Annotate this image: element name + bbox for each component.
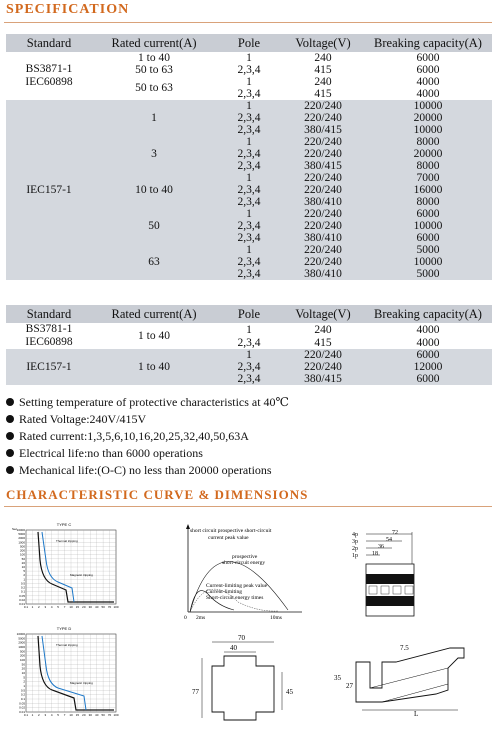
- y-tick-label: 0.02: [19, 705, 25, 710]
- y-tick-label: 20: [21, 666, 25, 671]
- dim-l-label: L: [414, 710, 419, 718]
- table2-cell: 1: [246, 323, 252, 336]
- table1-cell: 2,3,4: [237, 64, 261, 76]
- x-tick-label: 40: [95, 713, 99, 717]
- y-tick-label: 1000: [18, 540, 25, 545]
- table1-cell: 1 to 40: [138, 52, 170, 64]
- breaker-lower-band: [366, 596, 414, 606]
- table1-cell: 2,3,4: [237, 196, 261, 208]
- y-tick-label: 2000: [18, 640, 25, 645]
- table1-iec-current: 3: [151, 148, 157, 160]
- y-tick-label: 10: [21, 671, 25, 675]
- y-tick-label: 20: [21, 560, 25, 565]
- dim-45-label: 45: [286, 688, 293, 696]
- dim-36-label: 36: [378, 544, 384, 550]
- table1-cell: 220/240: [304, 148, 342, 160]
- table2-cell: 2,3,4: [237, 373, 261, 385]
- table1-cell: 220/240: [304, 220, 342, 232]
- table2-header-4: Breaking capacity(A): [374, 307, 482, 321]
- y-tick-label: 10000: [16, 528, 25, 532]
- table1-cell: 8000: [416, 136, 440, 148]
- table1-cell: 4000: [416, 88, 440, 100]
- x-tick-label: 7: [63, 713, 66, 717]
- table2-iec-current: 1 to 40: [138, 361, 170, 373]
- table2-cell: 240: [314, 323, 332, 336]
- table2-cell: 4000: [416, 336, 440, 349]
- table2-cell: 12000: [413, 361, 443, 373]
- y-tick-label: 0.05: [19, 701, 25, 706]
- y-tick-label: 50: [21, 662, 25, 667]
- table2-cell: 415: [314, 336, 332, 349]
- spec-title-rule: [4, 22, 492, 23]
- table1-cell: 2,3,4: [237, 160, 261, 172]
- x-tick-label: 15: [75, 605, 80, 609]
- table1-cell: 2,3,4: [237, 220, 261, 232]
- table1-cell: 220/240: [304, 256, 342, 268]
- curve-title-rule: [4, 506, 492, 507]
- table1-cell: 10000: [413, 220, 443, 232]
- x-tick-label: 20: [82, 605, 86, 609]
- type-c-thermal-label: Thermal tripping: [56, 539, 78, 543]
- bullet-dot: [6, 449, 14, 457]
- table2-header-2: Pole: [237, 307, 261, 321]
- table2-cell: 4000: [416, 323, 440, 336]
- table1-cell: 1: [246, 172, 252, 184]
- table2-cell: 220/240: [304, 361, 342, 373]
- x-tick-label: 30: [88, 605, 92, 609]
- bullet-item: [6, 462, 272, 479]
- table1-cell: 2,3,4: [237, 184, 261, 196]
- dim-40-label: 40: [230, 644, 237, 652]
- table2-cell: 220/240: [304, 349, 342, 361]
- table1-cell: 1: [246, 52, 252, 64]
- type-c-magnetic-label: Magnetic tripping: [70, 573, 93, 577]
- current-limiting-diagram: [178, 522, 308, 622]
- table1-header-1: Rated current(A): [111, 36, 197, 50]
- table2-cell: 2,3,4: [237, 361, 261, 373]
- label-peak-value: current peak value: [208, 535, 249, 541]
- breaker-upper-band: [366, 574, 414, 584]
- table1-cell: 240: [314, 52, 332, 64]
- type-d-label: TYPE D: [56, 626, 72, 631]
- table1-iec-standard: IEC157-1: [26, 184, 72, 196]
- y-tick-label: 5000: [18, 636, 25, 641]
- table1-cell: 10000: [413, 256, 443, 268]
- spec-table-1: [6, 34, 492, 280]
- bullet-item: [6, 394, 289, 411]
- x-tick-label: 3: [44, 713, 47, 717]
- table1-cell: 220/240: [304, 136, 342, 148]
- table1-cell: 415: [314, 88, 332, 100]
- table1-bs-standard: BS3871-1 IEC60898: [25, 63, 73, 88]
- curve-title: CHARACTERISTIC CURVE & DIMENSIONS: [6, 487, 309, 502]
- bullet-text: Mechanical life:(O-C) no less than 20000 operations: [19, 463, 272, 477]
- x-tick-label: 20: [82, 713, 86, 717]
- label-energy-times: Short-circuit energy times: [206, 595, 264, 601]
- table1-cell: 1: [246, 136, 252, 148]
- table2-cell: 6000: [416, 373, 440, 385]
- x-tick-label: 70: [107, 605, 112, 609]
- pole-4p-label: 4p: [352, 532, 358, 538]
- table1-cell: 2,3,4: [237, 232, 261, 244]
- y-tick-label: 0.1: [20, 697, 25, 701]
- x-mid-label: 2ms: [196, 615, 206, 621]
- x-tick-label: 30: [88, 713, 92, 717]
- y-tick-label: 0.01: [19, 602, 25, 606]
- x-tick-label: 0.1: [23, 713, 29, 717]
- y-tick-label: 10000: [16, 632, 25, 636]
- table1-cell: 2,3,4: [237, 256, 261, 268]
- bullet-text: Electrical life:no than 6000 operations: [19, 446, 203, 460]
- x-tick-label: 100: [113, 605, 119, 609]
- x-tick-label: 5: [57, 605, 59, 609]
- table1-cell: 380/410: [304, 268, 342, 280]
- table1-cell: 380/415: [304, 124, 342, 136]
- table1-header-3: Voltage(V): [295, 36, 351, 50]
- spec-table-2: [6, 305, 492, 385]
- label-limiting-peak: Current-limiting peak value: [206, 583, 268, 589]
- table2-header-1: Rated current(A): [111, 307, 197, 321]
- x-tick-label: 100: [113, 713, 119, 717]
- table1-cell: 10000: [413, 124, 443, 136]
- table2-header-0: Standard: [26, 307, 72, 321]
- y-tick-label: 0.5: [20, 688, 25, 693]
- table1-cell: 20000: [413, 148, 443, 160]
- y-tick-label: 0.2: [20, 585, 25, 590]
- y-tick-label: 0.1: [20, 589, 25, 594]
- table2-bs-current: 1 to 40: [138, 330, 170, 342]
- dim-54-label: 54: [386, 537, 392, 543]
- dim-35-label: 35: [334, 674, 341, 682]
- table1-cell: 7000: [416, 172, 440, 184]
- din-rail-figure: [330, 640, 480, 722]
- x-tick-label: 1: [31, 605, 34, 609]
- type-d-thermal-label: Thermal tripping: [56, 643, 78, 647]
- type-c-y-ticks: [17, 528, 26, 606]
- x-tick-label: 2: [38, 713, 40, 717]
- pole-2p-label: 2p: [352, 546, 358, 552]
- table1-cell: 220/240: [304, 112, 342, 124]
- table2-cell: 1: [246, 349, 252, 361]
- type-d-x-ticks: [24, 713, 119, 717]
- table2-cell: 2,3,4: [237, 336, 261, 349]
- table1-cell: 16000: [413, 184, 443, 196]
- dim-72-label: 72: [392, 530, 398, 536]
- table1-cell: 1: [246, 208, 252, 220]
- y-tick-label: 2000: [18, 536, 25, 541]
- table1-header-4: Breaking capacity(A): [374, 36, 482, 50]
- x-tick-label: 7: [63, 605, 66, 609]
- x-tick-label: 4: [50, 605, 53, 609]
- table1-cell: 6000: [416, 52, 440, 64]
- dim-7-5-label: 7.5: [400, 644, 409, 652]
- type-c-y-unit: Sec: [12, 527, 18, 531]
- dim-77-label: 77: [192, 688, 199, 696]
- bullet-dot: [6, 432, 14, 440]
- x-tick-label: 70: [107, 713, 112, 717]
- rail-outline: [356, 648, 464, 702]
- table1-cell: 6000: [416, 64, 440, 76]
- table1-cell: 2,3,4: [237, 124, 261, 136]
- table1-cell: 380/410: [304, 232, 342, 244]
- y-tick-label: 0.01: [19, 710, 25, 714]
- bullet-dot: [6, 415, 14, 423]
- table1-cell: 5000: [416, 244, 440, 256]
- y-tick-label: 0.02: [19, 597, 25, 602]
- type-d-y-ticks: [17, 632, 26, 714]
- y-tick-label: 5000: [18, 532, 25, 537]
- spec-title: SPECIFICATION: [6, 2, 130, 17]
- table2-cell: 380/415: [304, 373, 342, 385]
- y-tick-label: 2: [23, 679, 25, 684]
- x-tick-label: 2: [38, 605, 40, 609]
- x-tick-label: 50: [101, 605, 105, 609]
- table1-iec-current: 1: [151, 112, 157, 124]
- table1-cell: 220/240: [304, 100, 342, 112]
- table1-cell: 220/240: [304, 208, 342, 220]
- y-tick-label: 5: [23, 569, 25, 574]
- table1-cell: 2,3,4: [237, 268, 261, 280]
- x-tick-label: 50: [101, 713, 105, 717]
- table1-cell: 6000: [416, 232, 440, 244]
- table1-cell: 415: [314, 64, 332, 76]
- y-tick-label: 1000: [18, 645, 25, 649]
- bullet-dot: [6, 466, 14, 474]
- bullet-dot: [6, 398, 14, 406]
- y-tick-label: 5: [23, 675, 25, 680]
- y-tick-label: 2: [23, 573, 25, 578]
- type-c-x-ticks: [24, 605, 119, 609]
- table1-cell: 5000: [416, 268, 440, 280]
- label-current-limiting: Current-limiting: [206, 589, 243, 595]
- y-tick-label: 1: [23, 684, 25, 688]
- type-c-curve-figure: [8, 520, 120, 612]
- table1-cell: 50 to 63: [135, 82, 173, 94]
- bullet-text: Rated Voltage:240V/415V: [19, 412, 147, 426]
- table1-iec-current: 50: [148, 220, 160, 232]
- table1-iec-current: 63: [148, 256, 160, 268]
- x-tick-label: 10: [69, 713, 73, 717]
- table2-cell: 6000: [416, 349, 440, 361]
- type-d-magnetic-label: Magnetic tripping: [70, 681, 93, 685]
- table1-cell: 380/415: [304, 160, 342, 172]
- table1-cell: 2,3,4: [237, 148, 261, 160]
- table1-cell: 380/410: [304, 196, 342, 208]
- table1-cell: 4000: [416, 76, 440, 88]
- y-tick-label: 0.05: [19, 593, 25, 598]
- table1-cell: 220/240: [304, 184, 342, 196]
- pole-3p-label: 3p: [352, 539, 358, 545]
- x-tick-label: 3: [44, 605, 47, 609]
- table1-cell: 6000: [416, 208, 440, 220]
- y-tick-label: 50: [21, 556, 25, 561]
- side-dimensions-figure: [190, 632, 300, 724]
- table1-cell: 240: [314, 76, 332, 88]
- bullet-text: Setting temperature of protective characteristics at 40℃: [19, 395, 289, 409]
- y-tick-label: 1: [23, 577, 25, 582]
- table1-cell: 2,3,4: [237, 88, 261, 100]
- x-tick-label: 15: [75, 713, 80, 717]
- bullet-item: [6, 428, 249, 445]
- y-tick-label: 10: [21, 565, 25, 569]
- table1-cell: 1: [246, 100, 252, 112]
- y-tick-label: 0.2: [20, 692, 25, 697]
- x-tick-label: 0.1: [23, 605, 29, 609]
- table2-bs-standard: BS3781-1 IEC60898: [25, 323, 73, 348]
- table1-cell: 20000: [413, 112, 443, 124]
- breaker-side-outline: [212, 656, 274, 720]
- label-prospective: prospective: [232, 554, 258, 560]
- y-tick-label: 100: [19, 658, 25, 662]
- table1-cell: 2,3,4: [237, 112, 261, 124]
- table1-header-2: Pole: [237, 36, 261, 50]
- table1-header-0: Standard: [26, 36, 72, 50]
- table1-cell: 1: [246, 76, 252, 88]
- bullet-item: [6, 411, 146, 428]
- y-tick-label: 200: [19, 653, 25, 658]
- y-tick-label: 500: [19, 649, 25, 654]
- x-tick-label: 40: [95, 605, 99, 609]
- label-prospective-energy: short-circuit energy: [222, 560, 266, 566]
- type-c-label: TYPE C: [56, 522, 72, 527]
- table1-cell: 1: [246, 244, 252, 256]
- front-dimensions-figure: [352, 528, 442, 620]
- y-tick-label: 500: [19, 544, 25, 549]
- x-start-label: 0: [184, 615, 187, 621]
- y-tick-label: 200: [19, 548, 25, 553]
- table1-cell: 8000: [416, 160, 440, 172]
- dim-70-label: 70: [238, 634, 245, 642]
- x-tick-label: 1: [31, 713, 34, 717]
- table1-cell: 10000: [413, 100, 443, 112]
- table1-cell: 220/240: [304, 172, 342, 184]
- y-tick-label: 100: [19, 552, 25, 557]
- type-d-curve-figure: [8, 624, 120, 720]
- bullet-item: [6, 445, 203, 462]
- bullet-text: Rated current:1,3,5,6,10,16,20,25,32,40,50,63A: [19, 429, 249, 443]
- table1-cell: 8000: [416, 196, 440, 208]
- pole-1p-label: 1p: [352, 553, 358, 559]
- dim-27-label: 27: [346, 682, 353, 690]
- table1-cell: 50 to 63: [135, 64, 173, 76]
- table1-cell: 220/240: [304, 244, 342, 256]
- x-end-label: 10ms: [270, 615, 282, 621]
- table2-header-3: Voltage(V): [295, 307, 351, 321]
- table2-iec-standard: IEC157-1: [26, 361, 72, 373]
- x-tick-label: 4: [50, 713, 53, 717]
- x-tick-label: 10: [69, 605, 73, 609]
- y-tick-label: 0.5: [20, 581, 25, 586]
- dim-18-label: 18: [372, 551, 378, 557]
- x-tick-label: 5: [57, 713, 59, 717]
- table1-iec-current: 10 to 40: [135, 184, 173, 196]
- label-prospective-peak: short circuit prospective short-circuit: [190, 528, 272, 534]
